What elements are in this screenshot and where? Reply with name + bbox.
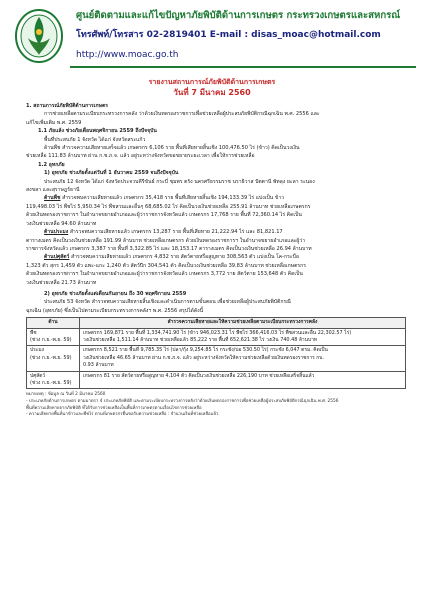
crop-label: ด้านพืช [44,195,61,202]
moac-logo-icon [14,8,64,64]
title-main: รายงานสถานการณ์ภัยพิบัติด้านการเกษตร [148,78,276,86]
crop-text-3: ด้วยเงินทดรองราชการฯ ในอำนาจขยายอำเภอและผู้ว่าราชการจังหวัดแล้ว เกษตรกร 17,768 ราย พื้นที่ 72,360.14 ไร่ คิดเป็น [26,212,302,219]
footnote-line: พื้นที่ความเสียหายจากภัยพิบัติ ที่ได้รับการช่วยเหลือเป็นพื้นที่การเกษตรตามเงื่อนไขการช่วยเหลือ [26,405,202,411]
row-period: (ช่วง ก.ย.-พ.ย. 59) [30,354,72,361]
crop-text-2: 119,498.03 ไร่ พืชไร่ 5,950.34 ไร่ พืชสวนและอื่นๆ 68,685.02 ไร่ คิดเป็นวงเงินช่วยเหลือ 255.91 ล้านบาท ช่วยเหลือเกษตรกร [26,203,311,210]
row-period: (ช่วง ก.ย.-พ.ย. 59) [30,380,72,386]
row-detail-line: เกษตรกร 8,521 ราย พื้นที่ 9,785.35 ไร่ (ปลา/กุ้ง 9,254.85 ไร่ กระชัง/บ่อ 530.50 ไร่) กระชัง 6,047 ตรม. คิดเป็น [83,347,328,354]
report-header [0,0,424,74]
fishery-text-3: ราชการจังหวัดแล้ว เกษตรกร 3,387 ราย พื้นที่ 3,322.85 ไร่ และ 18,153.17 ตารางเมตร คิดเป็นวงเงินช่วยเหลือ 26.94 ล้านบาท [26,245,312,252]
drought-crop-cont: ช่วยเหลือ 111.83 ล้านบาท ผ่าน ก.ช.ภ.จ. แล้ว อยู่ระหว่างจังหวัดขอขยายระยะเวลา เพื่อให้การช่วยเหลือ [26,153,255,160]
flood2-text-cont: ฉุกเฉิน (อุทกภัย) ซึ่งเป็นไปตามระเบียบกระทรวงการคลังฯ พ.ศ. 2556 สรุปได้ดังนี้ [26,307,204,314]
section-heading: 1. สถานการณ์ภัยพิบัติด้านการเกษตร [26,103,108,109]
table-cell-detail [80,371,406,389]
livestock-text-4: วงเงินช่วยเหลือ 21.73 ล้านบาท [26,279,97,286]
flood1-provinces-cont: สงขลา และสุราษฎร์ธานี [26,187,80,194]
flood2-text: ประสบภัย 53 จังหวัด สำรวจพบความเสียหายสิ้นเชิงและดำเนินการตามขั้นตอน เพื่อช่วยเหลือผู้ประสบภัยพิบัติกรณี [44,299,291,306]
row-name: ประมง [30,347,44,354]
org-name: ศูนย์ติดตามและแก้ไขปัญหาภัยพิบัติด้านการเกษตร กระทรวงเกษตรและสหกรณ์ [76,10,401,21]
table-row [27,346,406,371]
table-cell-category [27,346,80,371]
title-date: วันที่ 7 มีนาคม 2560 [173,88,251,97]
flood1-heading: 1) อุทกภัย ช่วงภัยตั้งแต่วันที่ 1 ธันวาคม 2559 จนถึงปัจจุบัน [44,170,179,177]
row-period: (ช่วง ก.ย.-พ.ย. 59) [30,336,72,343]
drought-crop: ด้านพืช สำรวจความเสียหายเสร็จแล้ว เกษตรกร 6,106 ราย พื้นที่เสียหายสิ้นเชิง 100,476.50 ไร่ (ข้าว) คิดเป็นวงเงิน [44,145,300,152]
row-name: พืช [30,329,37,336]
footnotes [26,392,406,418]
fishery-text-2: ตารางเมตร คิดเป็นวงเงินช่วยเหลือ 191.99 ล้านบาท ช่วยเหลือเกษตรกร ด้วยเงินทดรองราชการฯ ในอำนาจขยายอำเภอและผู้ว่า [26,237,306,244]
report-body [26,102,406,419]
report-title [0,77,424,99]
footnote-source: หมายเหตุ : ข้อมูล ณ วันที่ 2 มีนาคม 2560 [26,392,106,398]
row-detail-line: 0.93 ล้านบาท [83,362,114,369]
drought-heading: 1.1 ภัยแล้ง ช่วงภัยเดือนพฤศจิกายน 2559 ถึงปัจจุบัน [38,128,157,135]
table-row [27,371,406,389]
crop-paragraph [26,194,406,202]
fishery-text: สำรวจพบความเสียหายแล้ว เกษตรกร 13,287 ราย พื้นที่เสียหาย 21,222.94 ไร่ และ 81,821.17 [68,229,283,236]
table-cell-detail [80,328,406,346]
table-cell-category [27,328,80,346]
table-cell-category [27,371,80,389]
livestock-paragraph [26,253,406,261]
row-detail-line: วงเงินช่วยเหลือ 1,511.14 ล้านบาท ช่วยเหลือแล้ว 85,222 ราย พื้นที่ 652,621.38 ไร่ วงเงิน 740.48 ล้านบาท [83,336,318,343]
livestock-text: สำรวจพบความเสียหายแล้ว เกษตรกร 4,832 ราย สัตว์ตายหรือสูญหาย 308,563 ตัว แบ่งเป็น โค-กระบือ [69,254,299,261]
row-name: ปศุสัตว์ [30,372,46,379]
drought-provinces: พื้นที่ประสบภัย 1 จังหวัด ได้แก่ จังหวัดสระแก้ว [44,136,146,143]
contact-info: โทรศัพท์/โทรสาร 02-2819401 E-mail : disas_moac@hotmail.com [76,30,381,40]
row-detail-line: เกษตรกร 169,871 ราย พื้นที่ 1,334,741.90 ไร่ (ข้าว 946,023.31 ไร่ พืชไร่ 366,416.03 ไร่ พืชสวนและอื่น 22,302.57 ไร่) [83,329,352,336]
intro-text: การช่วยเหลือตามระเบียบกระทรวงการคลัง ว่าด้วยเงินทดรองราชการเพื่อช่วยเหลือผู้ประสบภัยพิบัติกรณีฉุกเฉิน พ.ศ. 2556 และ [44,111,320,118]
table-cell-detail [80,346,406,371]
flood-summary-table [26,317,406,389]
table-header-cell: ด้าน [27,318,80,328]
flood1-provinces: ประสบภัย 12 จังหวัด ได้แก่ จังหวัดประจวบคีรีขันธ์ กระบี่ ชุมพร ตรัง นครศรีธรรมราช นราธิวาส ปัตตานี พัทลุง ยะลา ระนอง [44,178,315,185]
footnote-line: - ความเสียหายพื้นที่นาข้าวและพืชไร่ ตามที่เกษตรกรยื่นขอรับความช่วยเหลือ : จำนวนเงินที่ช่วยเหลือแล้ว [26,412,219,418]
table-header-row [27,318,406,328]
row-detail-line: วงเงินช่วยเหลือ 46.65 ล้านบาท ผ่าน ก.ช.ภ.จ. แล้ว อยู่ระหว่างจังหวัดให้ความช่วยเหลือด้วยเงินทดรองราชการ กบ. [83,354,324,361]
footnote-line: - ประเภทภัยด้านการเกษตร ตามมาตรา 4 ประเภทภัยพิบัติ และตามระเบียบกระทรวงการคลังว่าด้วยเงินทดรองราชการเพื่อช่วยเหลือผู้ประสบภัยพิบัติกรณีฉุกเฉิน พ.ศ. 2556 [26,399,339,404]
flood-heading: 1.2 อุทกภัย [38,161,65,168]
livestock-text-3: ด้วยเงินทดรองราชการฯ ในอำนาจขยายอำเภอและผู้ว่าราชการจังหวัดแล้ว เกษตรกร 3,772 ราย สัตว์ตาย 153,648 ตัว คิดเป็น [26,271,303,278]
table-row [27,328,406,346]
crop-text: สำรวจพบความเสียหายแล้ว เกษตรกร 35,418 ราย พื้นที่เสียหายสิ้นเชิง 194,133.39 ไร่ แบ่งเป็น ข้าว [60,195,285,202]
livestock-label: ด้านปศุสัตว์ [44,254,70,261]
fishery-label: ด้านประมง [44,229,69,236]
table-header-cell: สำรวจความเสียหายและให้ความช่วยเหลือตามระเบียบกระทรวงการคลัง [80,318,406,328]
fishery-paragraph [26,228,406,236]
intro-text-cont: แก้ไขเพิ่มเติม พ.ศ. 2559 [26,119,82,126]
header-divider [70,66,416,68]
livestock-text-2: 1,323 ตัว สุกร 1,459 ตัว แพะ-แกะ 1,240 ตัว สัตว์ปีก 304,541 ตัว คิดเป็นวงเงินช่วยเหลือ 39.83 ล้านบาท ช่วยเหลือเกษตรกร [26,262,306,269]
website-link[interactable]: http://www.moac.go.th [76,50,179,60]
row-detail-line: เกษตรกร 81 ราย สัตว์ตายหรือสูญหาย 4,104 ตัว คิดเป็นวงเงินช่วยเหลือ 226,190 บาท ช่วยเหลือเสร็จสิ้นแล้ว [83,372,315,379]
crop-text-4: วงเงินช่วยเหลือ 94.60 ล้านบาท [26,220,97,227]
flood2-heading: 2) อุทกภัย ช่วงภัยตั้งแต่เดือนกันยายน ถึง 30 พฤศจิกายน 2559 [44,290,187,297]
